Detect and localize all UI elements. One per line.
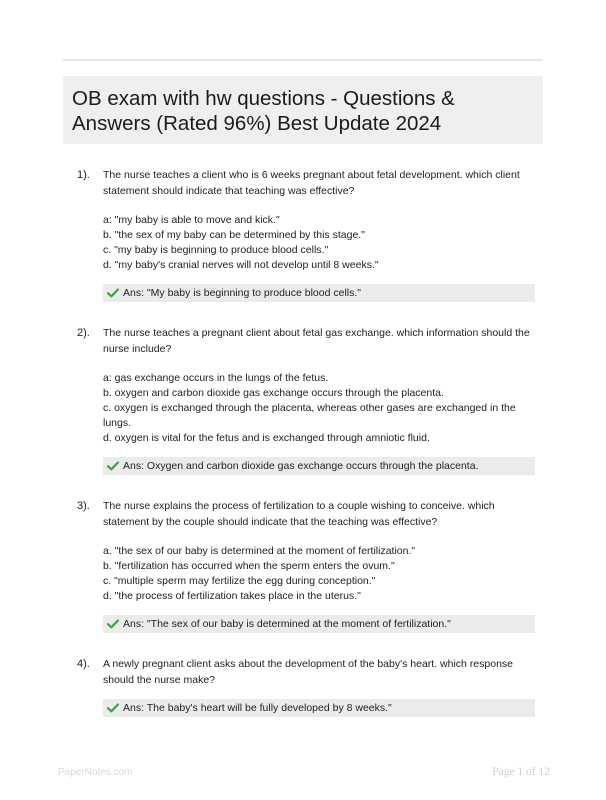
option-a: a: gas exchange occurs in the lungs of the fetus. — [103, 372, 329, 384]
check-icon — [107, 703, 119, 713]
answer-text: Ans: The baby's heart will be fully developed by 8 weeks." — [123, 702, 392, 714]
options-list — [103, 371, 533, 446]
option-c: c. "my baby is beginning to produce blood cells." — [103, 244, 329, 256]
question-text: The nurse teaches a client who is 6 weeks pregnant about fetal development. which client statement should indicate that teaching was effective? — [103, 169, 520, 197]
question-number: 3). — [77, 500, 90, 512]
option-a: a. "the sex of our baby is determined at the moment of fertilization." — [103, 545, 416, 557]
options-list — [103, 544, 533, 604]
question-number: 1). — [77, 169, 90, 181]
question-text: The nurse explains the process of fertilization to a couple wishing to conceive. which statement by the couple should indicate that the teaching was effective? — [103, 500, 495, 528]
option-b: b. "the sex of my baby can be determined by this stage." — [103, 229, 365, 241]
answer-box — [103, 284, 535, 302]
page-indicator: Page 1 of 12 — [492, 766, 550, 778]
footer-watermark: PaperNotes.com — [58, 767, 133, 778]
option-a: a: "my baby is able to move and kick." — [103, 214, 280, 226]
option-c: c. "multiple sperm may fertilize the egg during conception." — [103, 575, 376, 587]
answer-text: Ans: "My baby is beginning to produce blood cells." — [123, 287, 362, 299]
answer-text: Ans: Oxygen and carbon dioxide gas exchange occurs through the placenta. — [123, 460, 479, 472]
answer-box — [103, 615, 535, 633]
question-text: The nurse teaches a pregnant client about fetal gas exchange. which information should the nurse include? — [103, 327, 530, 355]
answer-text: Ans: "The sex of our baby is determined at the moment of fertilization." — [123, 618, 451, 630]
check-icon — [107, 288, 119, 298]
option-d: d. "the process of fertilization takes place in the uterus." — [103, 590, 361, 602]
question-text: A newly pregnant client asks about the development of the baby's heart. which response should the nurse make? — [103, 658, 514, 686]
document-title: OB exam with hw questions - Questions & Answers (Rated 96%) Best Update 2024 — [72, 87, 455, 135]
option-b: b. "fertilization has occurred when the sperm enters the ovum." — [103, 560, 395, 572]
option-d: d. oxygen is vital for the fetus and is exchanged through amniotic fluid. — [103, 432, 430, 444]
title-banner — [63, 76, 543, 144]
check-icon — [107, 619, 119, 629]
option-d: d. "my baby's cranial nerves will not develop until 8 weeks." — [103, 259, 379, 271]
option-c: c. oxygen is exchanged through the placenta, whereas other gases are exchanged in the lungs. — [103, 402, 516, 429]
question-number: 2). — [77, 327, 90, 339]
top-divider — [63, 59, 543, 61]
check-icon — [107, 461, 119, 471]
answer-box — [103, 457, 535, 475]
option-b: b. oxygen and carbon dioxide gas exchange occurs through the placenta. — [103, 387, 444, 399]
answer-box — [103, 699, 535, 717]
options-list — [103, 213, 533, 273]
question-number: 4). — [77, 658, 90, 670]
